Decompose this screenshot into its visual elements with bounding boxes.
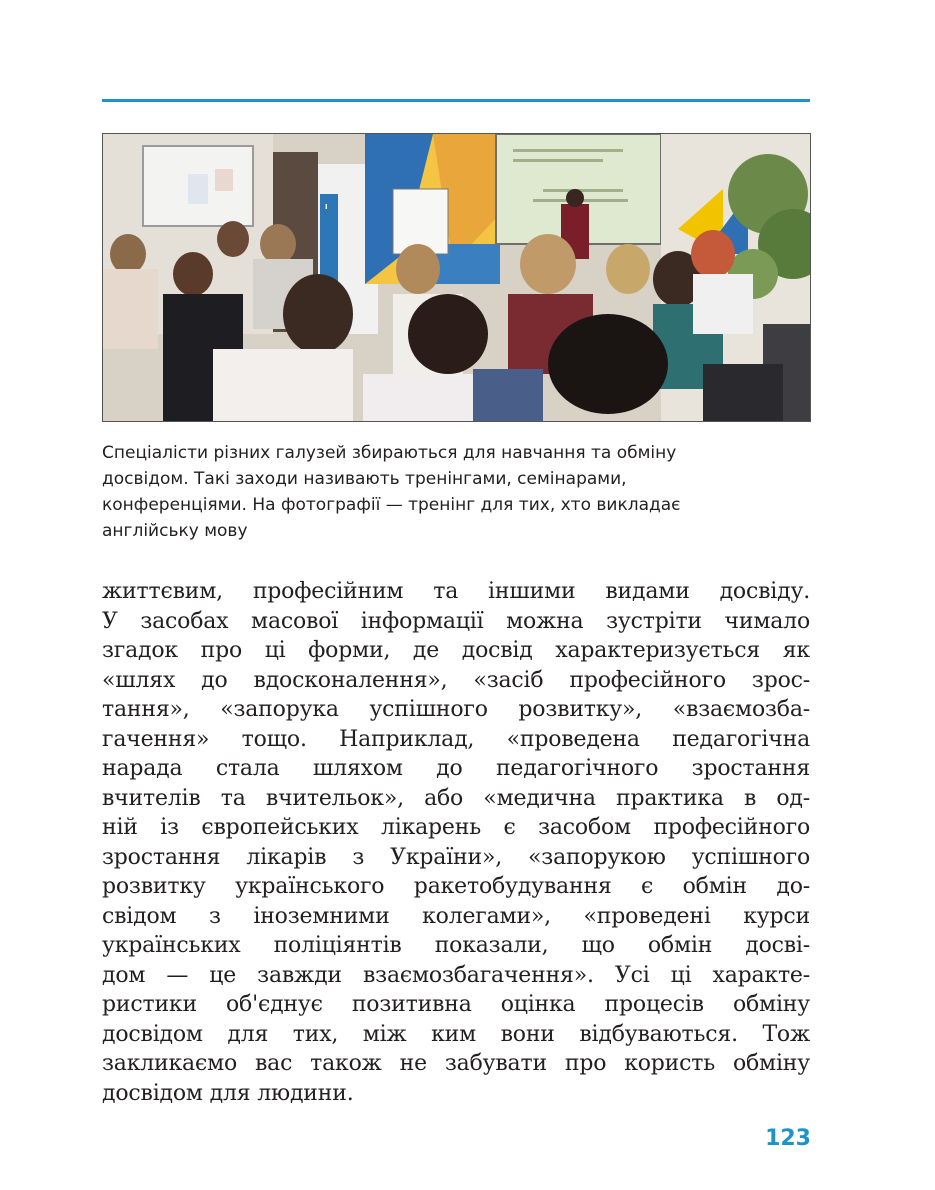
body-paragraph [102, 577, 810, 1108]
body-line: розвитку українського ракетобудування є обмін до- [102, 874, 810, 899]
body-line: життєвим, професійним та іншими видами досвіду. [102, 579, 810, 604]
training-photo [102, 133, 811, 422]
caption-line: Спеціалісти різних галузей збираються для навчання та обміну [102, 443, 677, 463]
caption-line: англійську мову [102, 521, 248, 541]
top-rule [102, 99, 810, 102]
body-line: досвідом для тих, між ким вони відбуваються. Тож [102, 1021, 810, 1047]
photo-caption [102, 440, 817, 544]
caption-line: конференціями. На фотографії — тренінг для тих, хто викладає [102, 495, 681, 515]
body-line: зростання лікарів з України», «запорукою успішного [102, 844, 810, 870]
body-line: закликаємо вас також не забувати про користь обміну [102, 1051, 810, 1076]
caption-line: досвідом. Такі заходи називають тренінгами, семінарами, [102, 469, 627, 489]
body-line: «шлях до вдосконалення», «засіб професійного зрос- [102, 667, 810, 693]
body-line: нарада стала шляхом до педагогічного зростання [102, 756, 810, 781]
body-line: згадок про ці форми, де досвід характеризується як [102, 638, 810, 663]
body-line: тання», «запорука успішного розвитку», «взаємозба- [102, 697, 810, 722]
page-number: 123 [765, 1126, 811, 1151]
body-line: гачення» тощо. Наприклад, «проведена педагогічна [102, 726, 810, 752]
body-line: ристики об'єднує позитивна оцінка процесів обміну [102, 992, 810, 1017]
body-line: ній із європейських лікарень є засобом професійного [102, 815, 810, 840]
photo-banner-letter: I [325, 203, 328, 211]
body-line: досвідом для людини. [102, 1080, 354, 1106]
body-line: українських поліціянтів показали, що обмін досві- [102, 933, 810, 958]
body-line: свідом з іноземними колегами», «проведені курси [102, 903, 810, 929]
body-line: У засобах масової інформації можна зустріти чимало [102, 608, 810, 634]
body-line: вчителів та вчительок», або «медична практика в од- [102, 785, 810, 811]
body-line: дом — це завжди взаємозбагачення». Усі ці характе- [102, 962, 810, 988]
